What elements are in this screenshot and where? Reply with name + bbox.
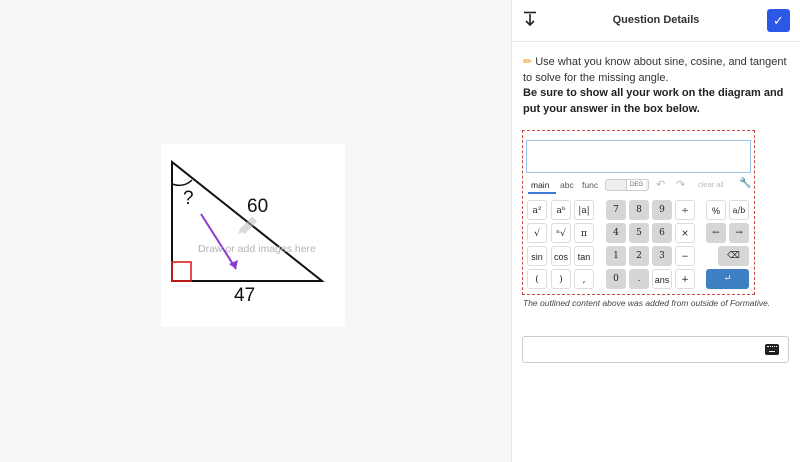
pencil-icon: ✏ <box>523 56 533 68</box>
angle-arc <box>172 180 192 185</box>
keyboard-tabs <box>526 176 751 194</box>
key-a-power[interactable]: aᵇ <box>551 200 571 220</box>
key-cos[interactable]: cos <box>551 246 571 266</box>
key-3[interactable]: 3 <box>652 246 672 266</box>
key-9[interactable]: 9 <box>652 200 672 220</box>
key-sqrt[interactable]: √ <box>527 223 547 243</box>
key-open-paren[interactable]: ( <box>527 269 547 289</box>
key-nth-root[interactable]: ⁿ√ <box>551 223 571 243</box>
key-left-arrow[interactable]: ← <box>706 223 726 243</box>
key-a-squared[interactable]: a² <box>527 200 547 220</box>
deg-label: DEG <box>626 180 646 190</box>
tab-main[interactable]: main <box>531 180 550 190</box>
key-close-paren[interactable]: ) <box>551 269 571 289</box>
draw-hint: Draw or add images here <box>198 243 316 255</box>
key-backspace[interactable]: ⌫ <box>718 246 749 266</box>
diagram-image <box>161 144 345 327</box>
tab-func[interactable]: func <box>582 180 599 190</box>
wrench-icon[interactable]: 🔧 <box>739 178 752 189</box>
key-2[interactable]: 2 <box>629 246 649 266</box>
math-input-field[interactable] <box>526 140 751 173</box>
instruction-text: Use what you know about sine, cosine, and tangent to solve for the missing angle. <box>523 56 787 84</box>
base-label: 47 <box>234 285 256 306</box>
key-divide[interactable]: ÷ <box>675 200 695 220</box>
key-5[interactable]: 5 <box>629 223 649 243</box>
key-right-arrow[interactable]: → <box>729 223 749 243</box>
pencil-icon <box>238 217 257 235</box>
clear-all-button[interactable]: clear all <box>698 180 724 189</box>
redo-icon[interactable]: ↷ <box>676 179 686 191</box>
undo-icon[interactable]: ↶ <box>656 179 666 191</box>
key-1[interactable]: 1 <box>606 246 626 266</box>
question-instructions <box>523 55 788 117</box>
key-enter[interactable]: ↵ <box>706 269 749 289</box>
key-plus[interactable]: + <box>675 269 695 289</box>
instruction-bold-text: Be sure to show all your work on the diagram and put your answer in the box below. <box>523 87 784 115</box>
key-comma[interactable]: , <box>574 269 594 289</box>
key-4[interactable]: 4 <box>606 223 626 243</box>
key-ans[interactable]: ans <box>652 269 672 289</box>
key-tan[interactable]: tan <box>574 246 594 266</box>
panel-title: Question Details <box>612 14 700 26</box>
angle-label: ? <box>183 188 194 209</box>
hypotenuse-label: 60 <box>247 196 269 217</box>
deg-toggle[interactable] <box>605 179 649 191</box>
key-minus[interactable]: − <box>675 246 695 266</box>
key-fraction[interactable]: a/b <box>729 200 749 220</box>
key-percent[interactable]: % <box>706 200 726 220</box>
check-icon: ✓ <box>773 13 784 28</box>
key-sin[interactable]: sin <box>527 246 547 266</box>
right-angle-marker <box>172 262 191 281</box>
triangle-shape <box>172 162 322 281</box>
submit-button[interactable] <box>767 9 790 32</box>
keyboard-icon[interactable] <box>765 344 779 355</box>
key-0[interactable]: 0 <box>606 269 626 289</box>
answer-input[interactable] <box>522 336 789 363</box>
key-multiply[interactable]: × <box>675 223 695 243</box>
math-keyboard-widget <box>522 130 755 295</box>
key-pi[interactable]: π <box>574 223 594 243</box>
panel-header <box>512 0 800 42</box>
purple-arrow <box>201 214 236 269</box>
outline-note: The outlined content above was added from outside of Formative. <box>523 298 771 308</box>
key-7[interactable]: 7 <box>606 200 626 220</box>
key-abs[interactable]: |a| <box>574 200 594 220</box>
tab-abc[interactable]: abc <box>560 180 574 190</box>
active-tab-indicator <box>528 192 556 194</box>
key-decimal[interactable]: . <box>629 269 649 289</box>
key-6[interactable]: 6 <box>652 223 672 243</box>
key-8[interactable]: 8 <box>629 200 649 220</box>
